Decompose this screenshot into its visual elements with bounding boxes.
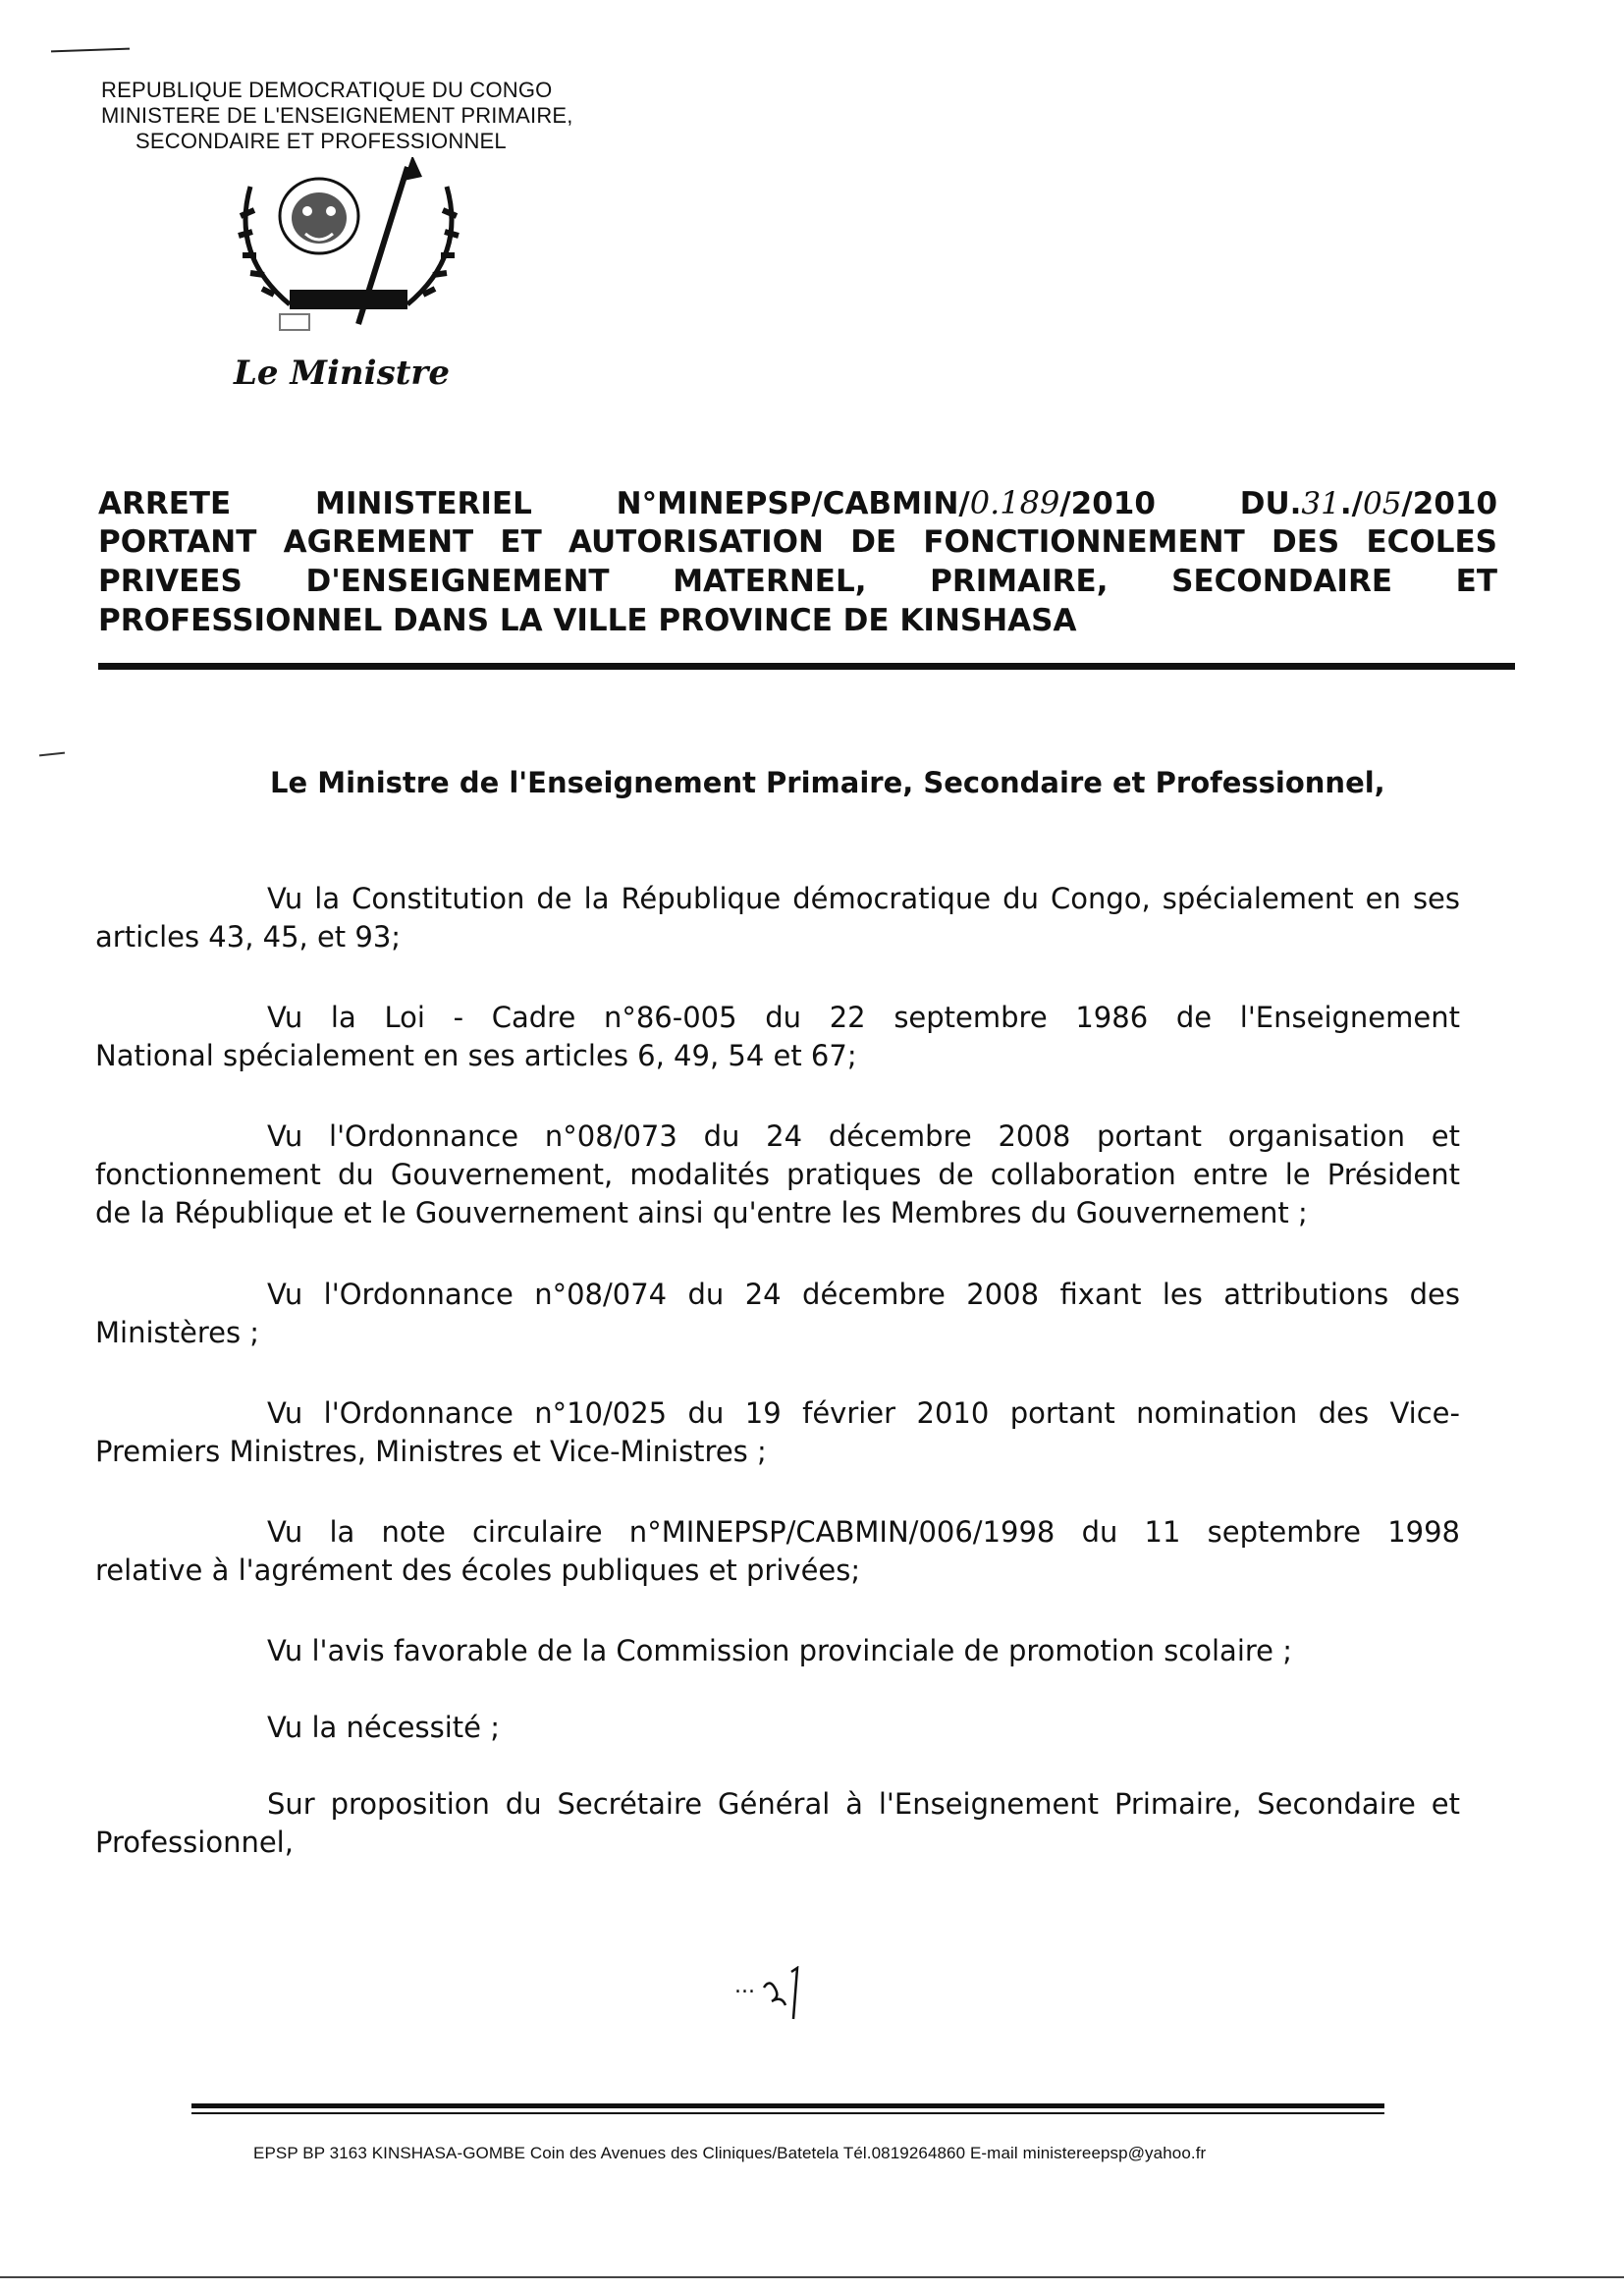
title-date: DU.31./05/2010	[1239, 486, 1498, 521]
header-ministry-cont: SECONDAIRE ET PROFESSIONNEL	[135, 129, 507, 153]
title-reference: N°MINEPSP/CABMIN/0.189/2010	[616, 484, 1156, 521]
considerant-proposition: Sur proposition du Secrétaire Général à l'Enseignement Primaire, Secondaire et Professionnel,	[95, 1787, 1460, 1859]
initials-signature	[734, 1966, 823, 2025]
emblem-graphic	[211, 157, 466, 354]
title-underline-rule	[98, 663, 1515, 670]
considerant-necessite: Vu la nécessité ;	[267, 1711, 500, 1744]
considerant-constitution: Vu la Constitution de la République démocratique du Congo, spécialement en ses articles 43, 45, et 93;	[95, 882, 1460, 954]
arrete-title-line4: PROFESSIONNEL DANS LA VILLE PROVINCE DE KINSHASA	[98, 603, 1077, 638]
arrete-title-line1	[98, 483, 1497, 523]
preamble: Le Ministre de l'Enseignement Primaire, Secondaire et Professionnel,	[270, 766, 1385, 799]
scan-mark-top	[51, 48, 130, 53]
footer-rule-thick	[191, 2103, 1384, 2108]
considerant-loi-cadre: Vu la Loi - Cadre n°86-005 du 22 septembre 1986 de l'Enseignement National spécialement en ses articles 6, 49, 54 et 67;	[95, 1001, 1460, 1072]
footer-rule-thin	[191, 2112, 1384, 2114]
considerant-ordonnance-074: Vu l'Ordonnance n°08/074 du 24 décembre 2008 fixant les attributions des Ministères ;	[95, 1278, 1460, 1349]
arrete-title-line3: PRIVEES D'ENSEIGNEMENT MATERNEL, PRIMAIRE, SECONDAIRE ET	[98, 564, 1497, 599]
page-continuation-marker: ...	[734, 1966, 823, 2015]
handwritten-day: 31	[1301, 486, 1340, 521]
footer-address: EPSP BP 3163 KINSHASA-GOMBE Coin des Avenues des Cliniques/Batetela Tél.0819264860 E-mail ministereepsp@yahoo.fr	[253, 2144, 1207, 2162]
handwritten-month: 05	[1362, 486, 1402, 521]
considerant-avis-favorable: Vu l'avis favorable de la Commission provinciale de promotion scolaire ;	[267, 1634, 1292, 1667]
header-republic: REPUBLIQUE DEMOCRATIQUE DU CONGO	[101, 78, 553, 102]
title-word-arrete: ARRETE	[98, 486, 232, 521]
coat-of-arms-emblem	[211, 157, 466, 354]
considerant-ordonnance-025: Vu l'Ordonnance n°10/025 du 19 février 2010 portant nomination des Vice- Premiers Ministres, Ministres et Vice-Ministres ;	[95, 1396, 1460, 1468]
arrete-title-line2: PORTANT AGREMENT ET AUTORISATION DE FONCTIONNEMENT DES ECOLES	[98, 524, 1497, 560]
header-ministry: MINISTERE DE L'ENSEIGNEMENT PRIMAIRE,	[101, 103, 573, 128]
considerant-ordonnance-073: Vu l'Ordonnance n°08/073 du 24 décembre 2008 portant organisation et fonctionnement du Gouvernement, modalités pratiques de collaboration entre le Président de la République et le Gouvernement ainsi qu'entre les Membres du Gouvernement ;	[95, 1119, 1460, 1229]
scan-mark-left	[39, 752, 65, 757]
title-word-ministeriel: MINISTERIEL	[315, 486, 532, 521]
handwritten-number: 0.189	[969, 484, 1060, 521]
considerant-note-circulaire: Vu la note circulaire n°MINEPSP/CABMIN/006/1998 du 11 septembre 1998 relative à l'agrément des écoles publiques et privées;	[95, 1515, 1460, 1587]
minister-label: Le Ministre	[234, 354, 450, 393]
page-bottom-rule	[0, 2276, 1624, 2278]
